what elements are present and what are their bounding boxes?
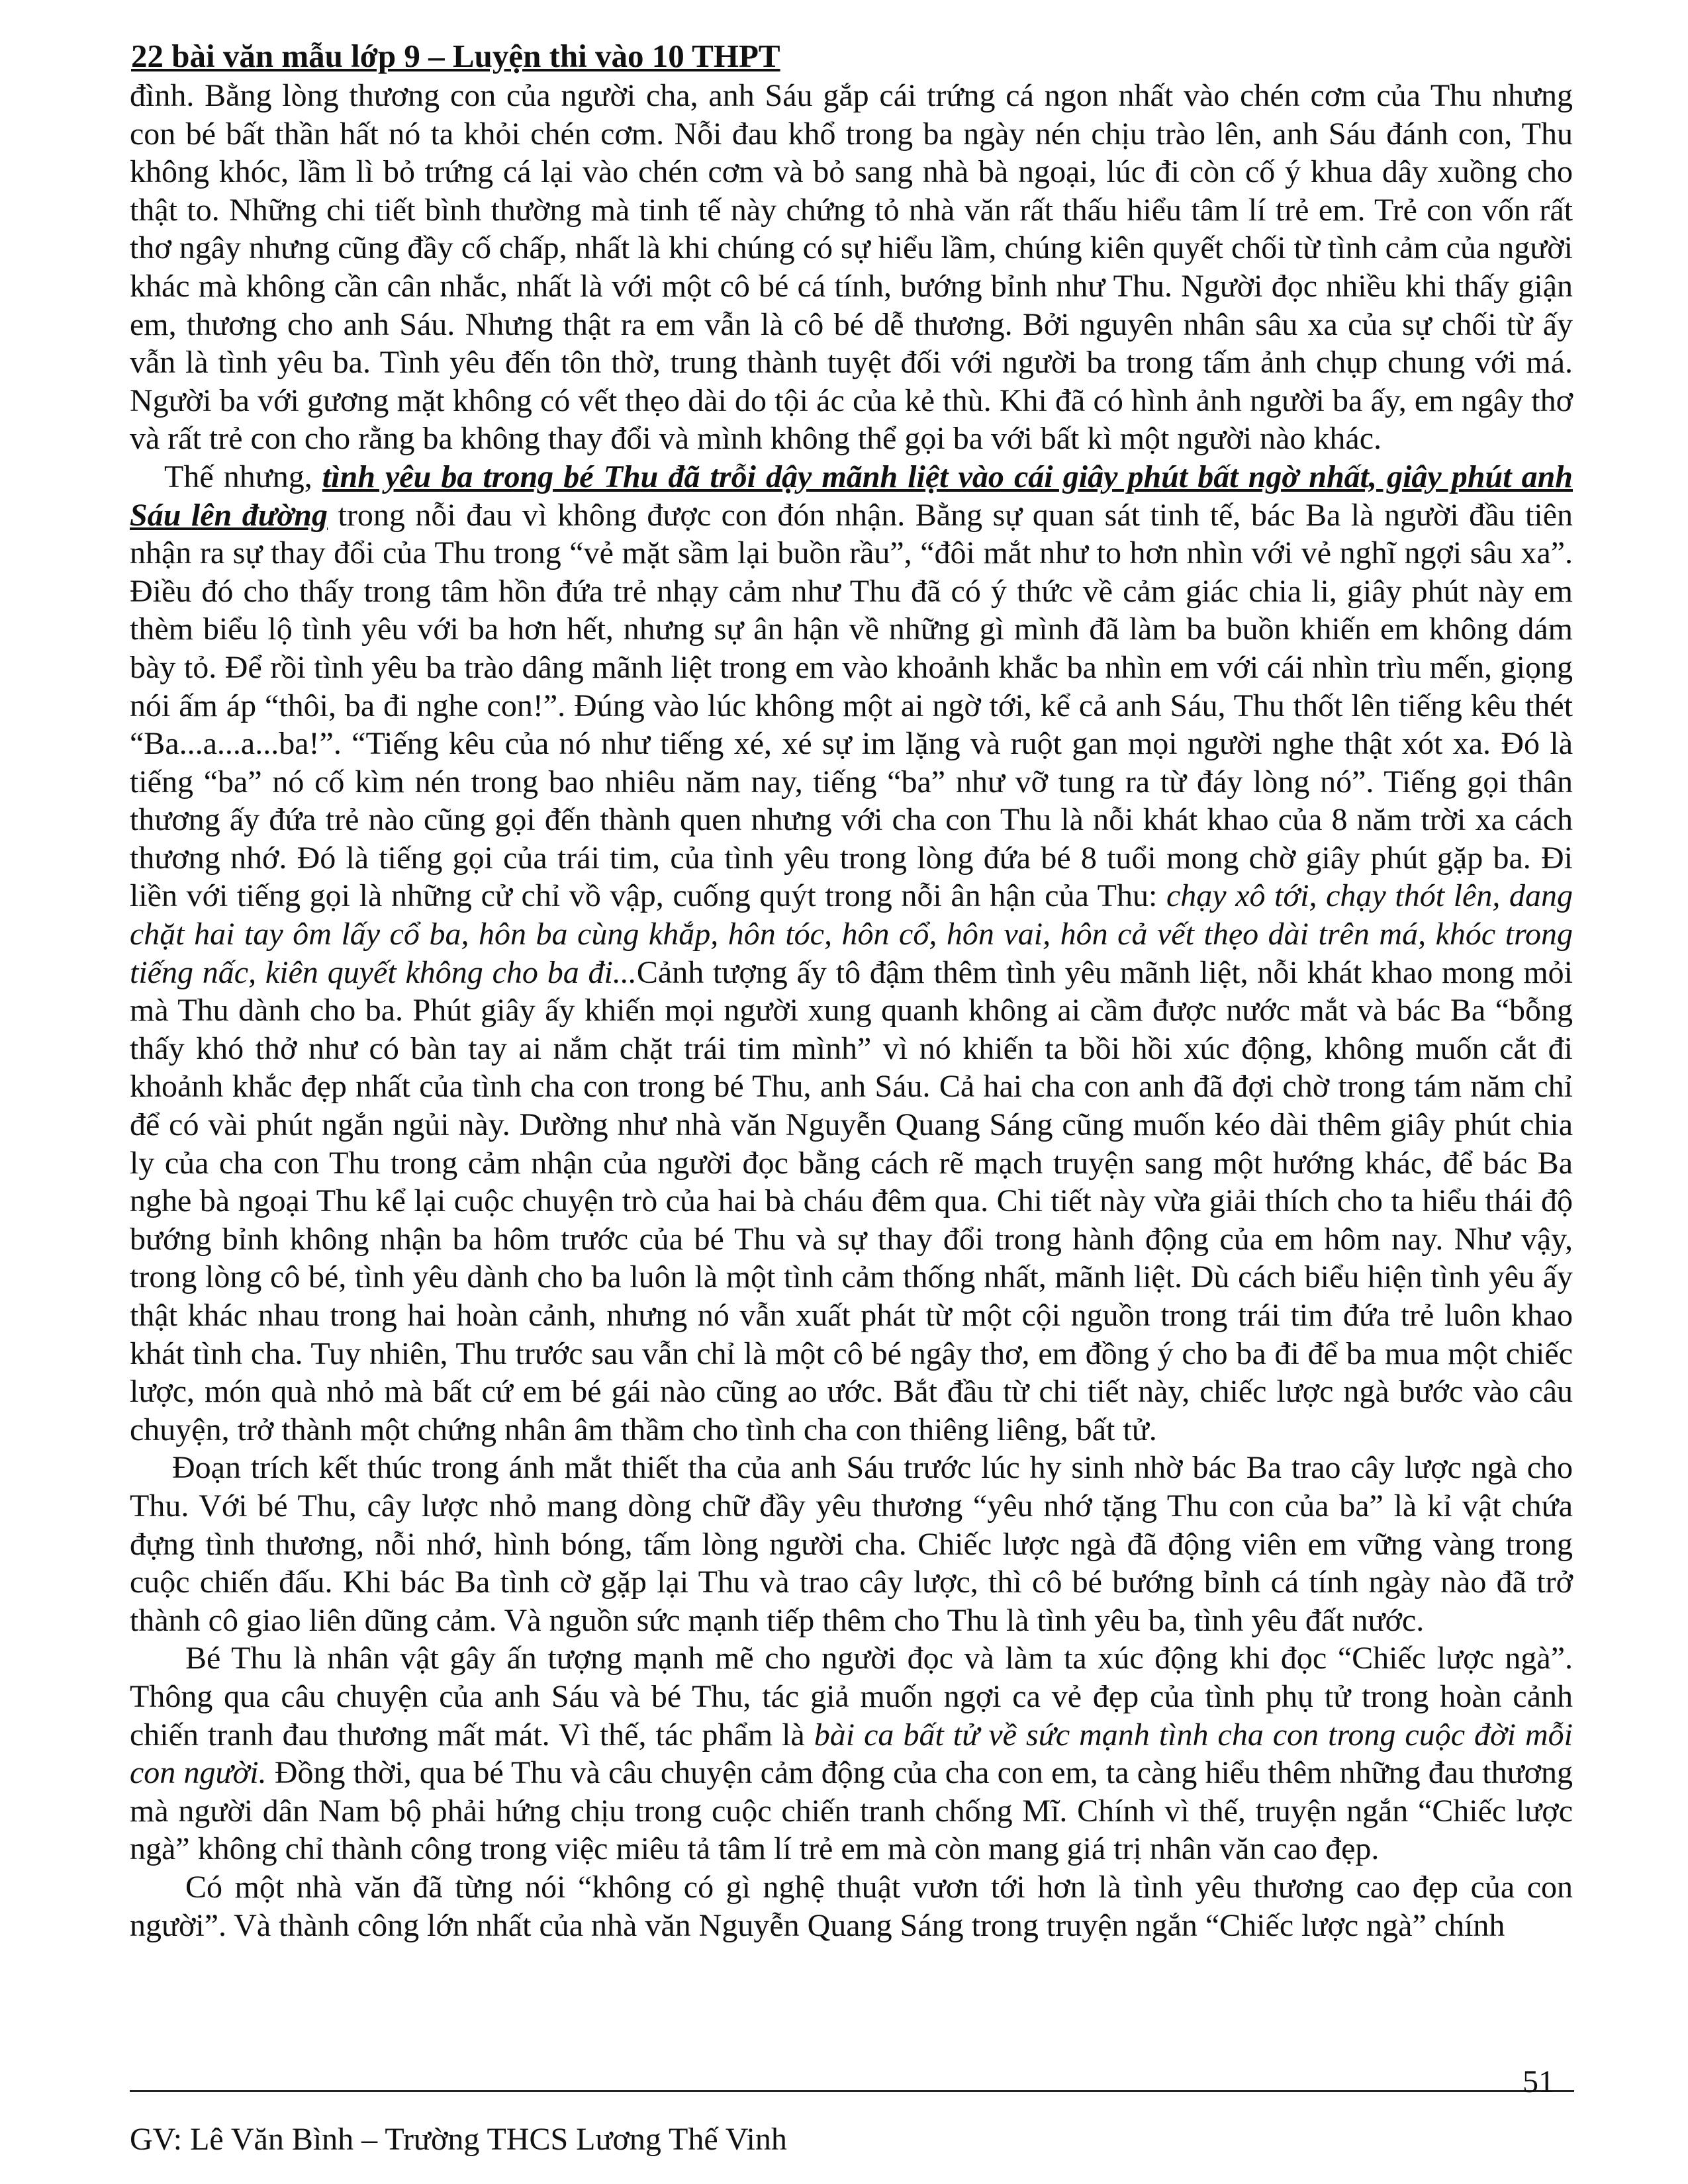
document-body xyxy=(130,77,1573,1944)
paragraph-4 xyxy=(130,1639,1573,1868)
paragraph-2 xyxy=(130,458,1573,1449)
paragraph-2-emphasis: tình yêu ba trong bé Thu đã trỗi dậy mãnh liệt vào cái giây phút bất ngờ nhất, giây phút anh Sáu lên đường xyxy=(130,459,1573,533)
paragraph-1: đình. Bằng lòng thương con của người cha, anh Sáu gắp cái trứng cá ngon nhất vào chén cơm của Thu nhưng con bé bất thần hất nó ta khỏi chén cơm. Nỗi đau khổ trong ba ngày nén chịu trào lên, anh Sáu đánh con, Thu không khóc, lầm lì bỏ trứng cá lại vào chén cơm và bỏ sang nhà bà ngoại, lúc đi còn cố ý khua dây xuồng cho thật to. Những chi tiết bình thường mà tinh tế này chứng tỏ nhà văn rất thấu hiểu tâm lí trẻ em. Trẻ con vốn rất thơ ngây nhưng cũng đầy cố chấp, nhất là khi chúng có sự hiểu lầm, chúng kiên quyết chối từ tình cảm của người khác mà không cần cân nhắc, nhất là với một cô bé cá tính, bướng bỉnh như Thu. Người đọc nhiều khi thấy giận em, thương cho anh Sáu. Nhưng thật ra em vẫn là cô bé dễ thương. Bởi nguyên nhân sâu xa của sự chối từ ấy vẫn là tình yêu ba. Tình yêu đến tôn thờ, trung thành tuyệt đối với người ba trong tấm ảnh chụp chung với má. Người ba với gương mặt không có vết thẹo dài do tội ác của kẻ thù. Khi đã có hình ảnh người ba ấy, em ngây thơ và rất trẻ con cho rằng ba không thay đổi và mình không thể gọi ba với bất kì một người nào khác. xyxy=(130,78,1573,457)
footer-divider xyxy=(130,2090,1574,2092)
paragraph-4-italic-phrase: bài ca bất tử về sức mạnh tình cha con trong cuộc đời mỗi con người. xyxy=(130,1717,1573,1791)
page-header-title: 22 bài văn mẫu lớp 9 – Luyện thi vào 10 THPT xyxy=(131,38,780,74)
paragraph-2-italic-quote: chạy xô tới, chạy thót lên, dang chặt hai tay ôm lấy cổ ba, hôn ba cùng khắp, hôn tóc, hôn cổ, hôn vai, hôn cả vết thẹo dài trên má, khóc trong tiếng nấc, kiên quyết không cho ba đi... xyxy=(130,878,1573,990)
footer-author: GV: Lê Văn Bình – Trường THCS Lương Thế Vinh xyxy=(130,2122,787,2157)
paragraph-2-body: trong nỗi đau vì không được con đón nhận. Bằng sự quan sát tinh tế, bác Ba là người đầu tiên nhận ra sự thay đổi của Thu trong “vẻ mặt sầm lại buồn rầu”, “đôi mắt như to hơn nhìn với vẻ nghĩ ngợi sâu xa”. Điều đó cho thấy trong tâm hồn đứa trẻ nhạy cảm như Thu đã có ý thức về cảm giác chia li, giây phút này em thèm biểu lộ tình yêu với ba hơn hết, nhưng sự ân hận về những gì mình đã làm ba buồn khiến em không dám bày tỏ. Để rồi tình yêu ba trào dâng mãnh liệt trong em vào khoảnh khắc ba nhìn em với cái nhìn trìu mến, giọng nói ấm áp “thôi, ba đi nghe con!”. Đúng vào lúc không một ai ngờ tới, kể cả anh Sáu, Thu thốt lên tiếng kêu thét “Ba...a...a...ba!”. “Tiếng kêu của nó như tiếng xé, xé sự im lặng và ruột gan mọi người nghe thật xót xa. Đó là tiếng “ba” nó cố kìm nén trong bao nhiêu năm nay, tiếng “ba” như vỡ tung ra từ đáy lòng nó”. Tiếng gọi thân thương ấy đứa trẻ nào cũng gọi đến thành quen nhưng với cha con Thu là nỗi khát khao của 8 năm trời xa cách thương nhớ. Đó là tiếng gọi của trái tim, của tình yêu trong lòng đứa bé 8 tuổi mong chờ giây phút gặp ba. Đi liền với tiếng gọi là những cử chỉ vồ vập, cuống quýt trong nỗi ân hận của Thu: xyxy=(130,497,1573,914)
page-number: 51 xyxy=(1523,2064,1554,2099)
paragraph-3: Đoạn trích kết thúc trong ánh mắt thiết tha của anh Sáu trước lúc hy sinh nhờ bác Ba trao cây lược ngà cho Thu. Với bé Thu, cây lược nhỏ mang dòng chữ đầy yêu thương “yêu nhớ tặng Thu con của ba” là kỉ vật chứa đựng tình thương, nỗi nhớ, hình bóng, tấm lòng người cha. Chiếc lược ngà đã động viên em vững vàng trong cuộc chiến đấu. Khi bác Ba tình cờ gặp lại Thu và trao cây lược, thì cô bé bướng bỉnh cá tính ngày nào đã trở thành cô giao liên dũng cảm. Và nguồn sức mạnh tiếp thêm cho Thu là tình yêu ba, tình yêu đất nước. xyxy=(130,1450,1573,1638)
paragraph-5: Có một nhà văn đã từng nói “không có gì nghệ thuật vươn tới hơn là tình yêu thương cao đẹp của con người”. Và thành công lớn nhất của nhà văn Nguyễn Quang Sáng trong truyện ngắn “Chiếc lược ngà” chính xyxy=(130,1869,1573,1943)
paragraph-4-lead: Bé Thu là nhân vật gây ấn tượng mạnh mẽ cho người đọc và làm ta xúc động khi đọc “Chiếc lược ngà”. Thông qua câu chuyện của anh Sáu và bé Thu, tác giả muốn ngợi ca vẻ đẹp của tình phụ tử trong hoàn cảnh chiến tranh đau thương mất mát. Vì thế, tác phẩm là xyxy=(130,1641,1573,1752)
paragraph-2-tail: Cảnh tượng ấy tô đậm thêm tình yêu mãnh liệt, nỗi khát khao mong mỏi mà Thu dành cho ba. Phút giây ấy khiến mọi người xung quanh không ai cầm được nước mắt và bác Ba “bỗng thấy khó thở như có bàn tay ai nắm chặt trái tim mình” vì nó khiến ta bồi hồi xúc động, không muốn cắt đi khoảnh khắc đẹp nhất của tình cha con trong bé Thu, anh Sáu. Cả hai cha con anh đã đợi chờ trong tám năm chỉ để có vài phút ngắn ngủi này. Dường như nhà văn Nguyễn Quang Sáng cũng muốn kéo dài thêm giây phút chia ly của cha con Thu trong cảm nhận của người đọc bằng cách rẽ mạch truyện sang một hướng khác, để bác Ba nghe bà ngoại Thu kể lại cuộc chuyện trò của hai bà cháu đêm qua. Chi tiết này vừa giải thích cho ta hiểu thái độ bướng bỉnh không nhận ba hôm trước của bé Thu và sự thay đổi trong hành động của em hôm nay. Như vậy, trong lòng cô bé, tình yêu dành cho ba luôn là một tình cảm thống nhất, mãnh liệt. Dù cách biểu hiện tình yêu ấy thật khác nhau trong hai hoàn cảnh, nhưng nó vẫn xuất phát từ một cội nguồn trong trái tim đứa trẻ luôn khao khát tình cha. Tuy nhiên, Thu trước sau vẫn chỉ là một cô bé ngây thơ, em đồng ý cho ba đi để ba mua một chiếc lược, món quà nhỏ mà bất cứ em bé gái nào cũng ao ước. Bắt đầu từ chi tiết này, chiếc lược ngà bước vào câu chuyện, trở thành một chứng nhân âm thầm cho tình cha con thiêng liêng, bất tử. xyxy=(130,954,1573,1447)
paragraph-2-lead: Thế nhưng, xyxy=(164,459,322,494)
paragraph-4-tail: Đồng thời, qua bé Thu và câu chuyện cảm động của cha con em, ta càng hiểu thêm những đau thương mà người dân Nam bộ phải hứng chịu trong cuộc chiến tranh chống Mĩ. Chính vì thế, truyện ngắn “Chiếc lược ngà” không chỉ thành công trong việc miêu tả tâm lí trẻ em mà còn mang giá trị nhân văn cao đẹp. xyxy=(130,1755,1573,1867)
